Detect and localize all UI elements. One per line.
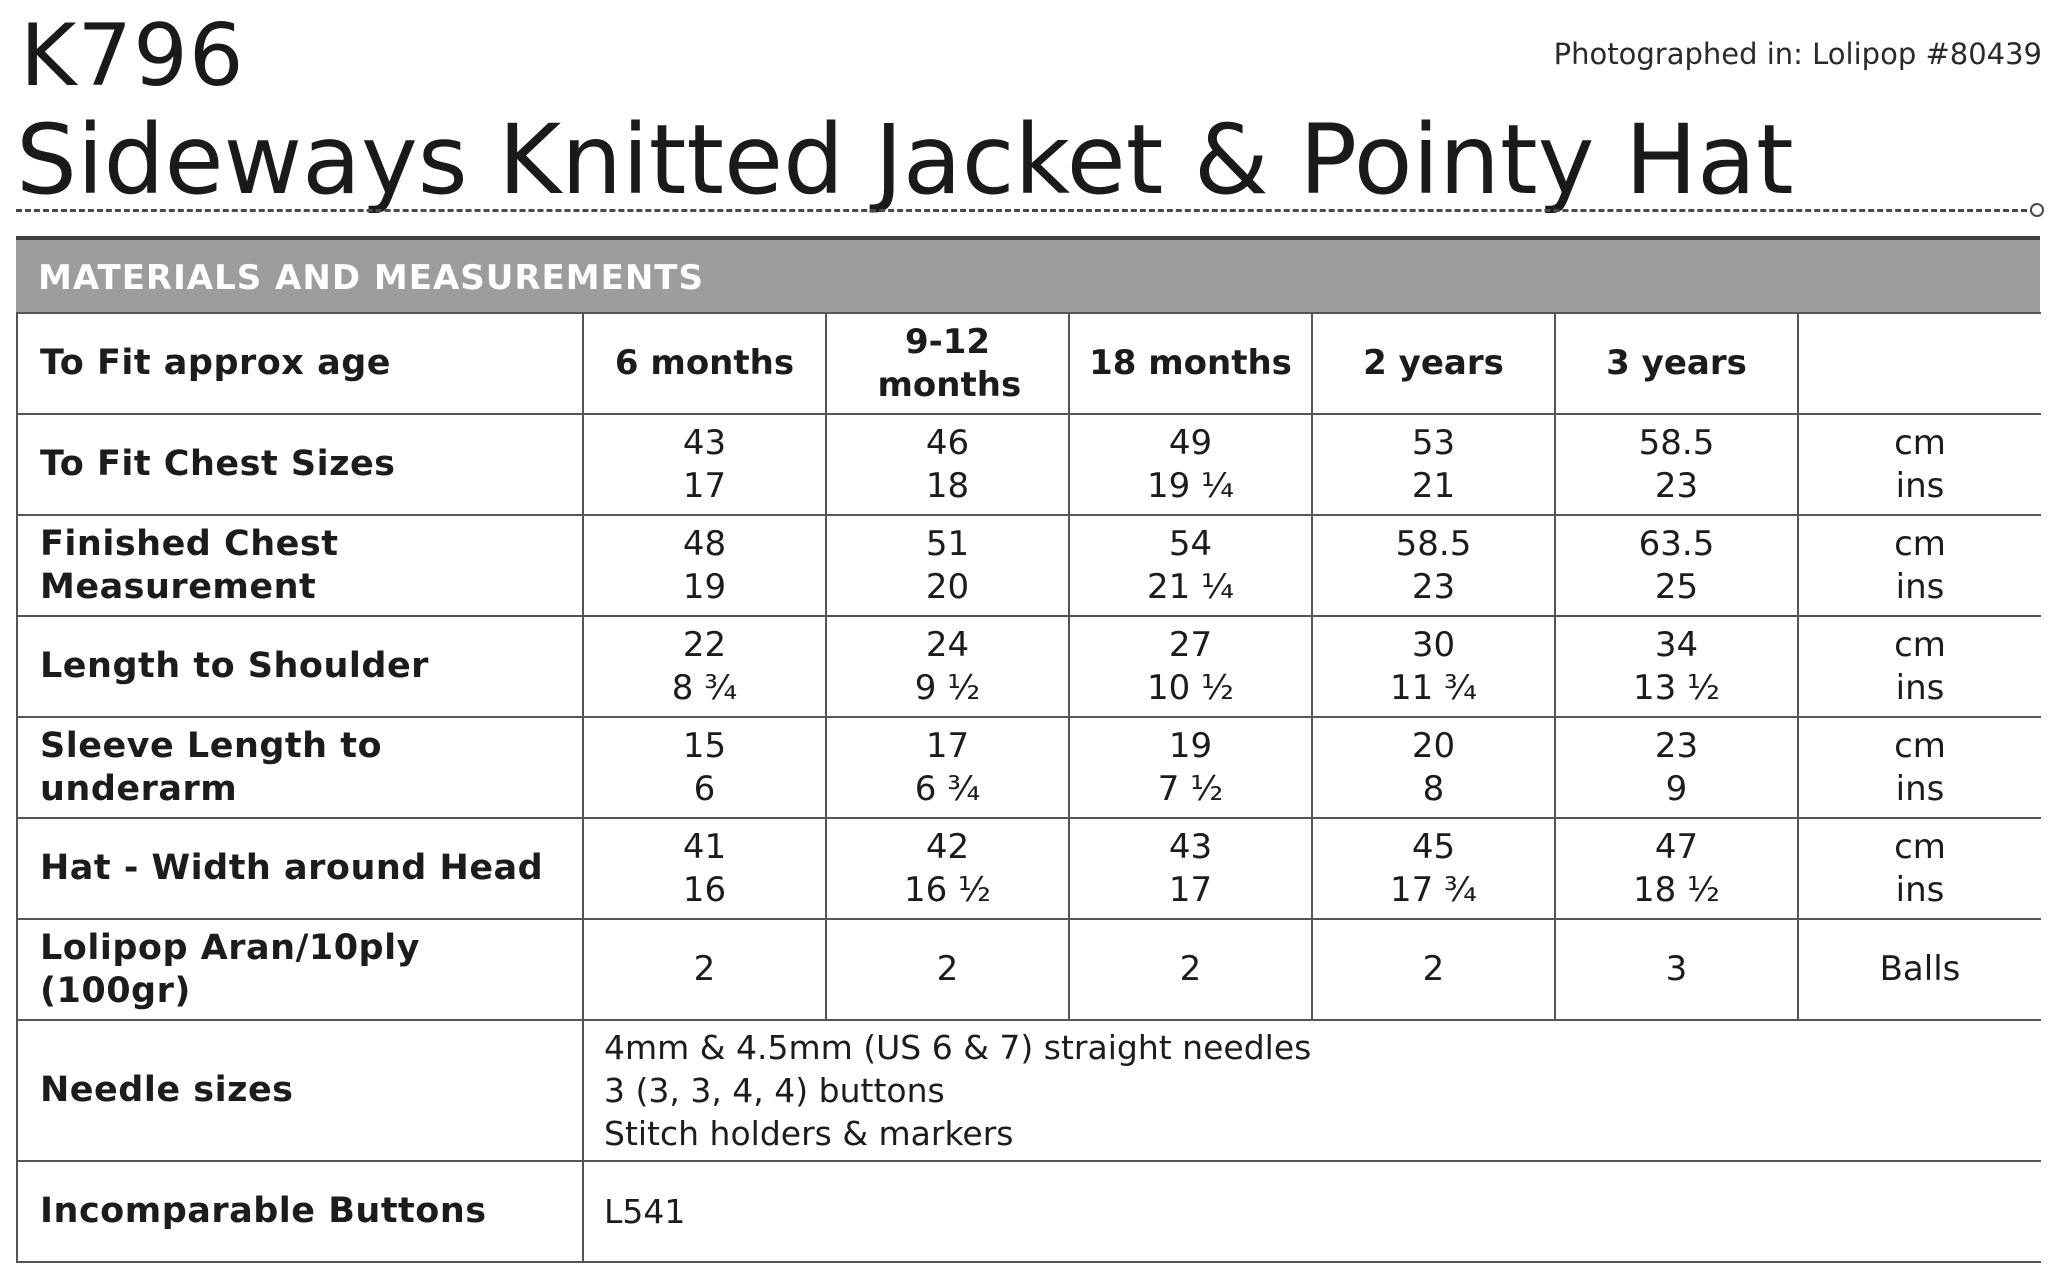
row-label: Incomparable Buttons [17,1161,583,1262]
unit-balls: Balls [1798,919,2041,1020]
materials-measurements-table [16,312,2041,1263]
value-cell [583,717,826,818]
cm-value: 45 [1411,826,1456,867]
ins-value: 6 [693,768,716,809]
table-row [17,515,2041,616]
cm-value: 34 [1654,624,1699,665]
cm-value: 58.5 [1638,422,1715,463]
balls-value: 2 [583,919,826,1020]
row-label [17,717,583,818]
ins-value: 17 [1168,869,1213,910]
yarn-label-line2: (100gr) [40,970,191,1011]
unit-ins: ins [1895,566,1945,607]
cm-value: 24 [925,624,970,665]
cm-value: 51 [925,523,970,564]
pattern-title: Sideways Knitted Jacket & Pointy Hat [16,104,1794,216]
ins-value: 19 [682,566,727,607]
balls-value: 2 [826,919,1069,1020]
unit-cell [1798,717,2041,818]
value-cell [1069,616,1312,717]
row-label: To Fit approx age [17,313,583,414]
cm-value: 19 [1168,725,1213,766]
ins-value: 21 ¼ [1146,566,1235,607]
table-row [17,1020,2041,1161]
unit-ins: ins [1895,768,1945,809]
value-cell [1555,616,1798,717]
cm-value: 54 [1168,523,1213,564]
section-header-bar [16,236,2040,312]
value-cell [1555,717,1798,818]
value-cell [826,616,1069,717]
unit-cm: cm [1894,422,1946,463]
pattern-code: K796 [20,6,245,106]
value-cell [583,515,826,616]
value-cell [1312,414,1555,515]
row-label-text: Finished Chest Measurement [40,523,339,607]
ins-value: 16 ½ [903,869,992,910]
cm-value: 46 [925,422,970,463]
ins-value: 7 ½ [1157,768,1224,809]
cm-value: 17 [925,725,970,766]
yarn-label-line1: Lolipop Aran/10ply [40,927,420,968]
value-cell [583,414,826,515]
size-header: 18 months [1069,313,1312,414]
value-cell [1312,515,1555,616]
holders-line: Stitch holders & markers [604,1114,1014,1153]
unit-cell [1798,818,2041,919]
cm-value: 41 [682,826,727,867]
cm-value: 63.5 [1638,523,1715,564]
dashed-divider [16,209,2036,212]
value-cell [1312,818,1555,919]
ins-value: 9 ½ [914,667,981,708]
divider-end-dot [2030,203,2044,217]
cm-value: 43 [1168,826,1213,867]
row-label: Length to Shoulder [17,616,583,717]
cm-value: 43 [682,422,727,463]
ins-value: 25 [1654,566,1699,607]
ins-value: 17 [682,465,727,506]
unit-cm: cm [1894,826,1946,867]
value-cell [1069,717,1312,818]
buttons-line: 3 (3, 3, 4, 4) buttons [604,1071,945,1110]
ins-value: 23 [1654,465,1699,506]
size-header: 3 years [1555,313,1798,414]
cm-value: 30 [1411,624,1456,665]
table-row [17,414,2041,515]
size-header: 6 months [583,313,826,414]
value-cell [826,414,1069,515]
ins-value: 13 ½ [1632,667,1721,708]
unit-header [1798,313,2041,414]
cm-value: 22 [682,624,727,665]
ins-value: 17 ¾ [1389,869,1478,910]
row-label: Hat - Width around Head [17,818,583,919]
ins-value: 20 [925,566,970,607]
cm-value: 15 [682,725,727,766]
needle-details [583,1020,2041,1161]
unit-cell [1798,515,2041,616]
cm-value: 53 [1411,422,1456,463]
size-header [826,313,1069,414]
row-label-text: Sleeve Length to underarm [40,725,383,809]
unit-ins: ins [1895,465,1945,506]
row-label: To Fit Chest Sizes [17,414,583,515]
value-cell [583,616,826,717]
value-cell [826,515,1069,616]
unit-cm: cm [1894,624,1946,665]
ins-value: 6 ¾ [914,768,981,809]
ins-value: 8 ¾ [671,667,738,708]
table-row [17,1161,2041,1262]
unit-cm: cm [1894,725,1946,766]
cm-value: 27 [1168,624,1213,665]
unit-cell [1798,616,2041,717]
unit-cell [1798,414,2041,515]
section-heading: MATERIALS AND MEASUREMENTS [38,258,704,298]
unit-cm: cm [1894,523,1946,564]
balls-value: 3 [1555,919,1798,1020]
value-cell [826,717,1069,818]
ins-value: 18 [925,465,970,506]
unit-ins: ins [1895,869,1945,910]
ins-value: 8 [1422,768,1445,809]
button-code: L541 [583,1161,2041,1262]
value-cell [1555,414,1798,515]
value-cell [1069,818,1312,919]
ins-value: 11 ¾ [1389,667,1478,708]
cm-value: 49 [1168,422,1213,463]
value-cell [1069,414,1312,515]
balls-value: 2 [1312,919,1555,1020]
row-label [17,515,583,616]
ins-value: 19 ¼ [1146,465,1235,506]
table-row [17,616,2041,717]
value-cell [826,818,1069,919]
size-header-text: 9-12 months [877,321,1022,405]
value-cell [1069,515,1312,616]
value-cell [1555,515,1798,616]
photographed-in-note: Photographed in: Lolipop #80439 [1553,37,2042,71]
unit-ins: ins [1895,667,1945,708]
ins-value: 21 [1411,465,1456,506]
cm-value: 20 [1411,725,1456,766]
cm-value: 47 [1654,826,1699,867]
ins-value: 18 ½ [1632,869,1721,910]
cm-value: 42 [925,826,970,867]
table-row [17,717,2041,818]
table-row [17,313,2041,414]
value-cell [583,818,826,919]
table-row [17,919,2041,1020]
value-cell [1555,818,1798,919]
ins-value: 23 [1411,566,1456,607]
size-header: 2 years [1312,313,1555,414]
value-cell [1312,616,1555,717]
table-row [17,818,2041,919]
cm-value: 23 [1654,725,1699,766]
row-label [17,919,583,1020]
ins-value: 9 [1665,768,1688,809]
needle-line: 4mm & 4.5mm (US 6 & 7) straight needles [604,1028,1312,1067]
value-cell [1312,717,1555,818]
ins-value: 10 ½ [1146,667,1235,708]
cm-value: 58.5 [1395,523,1472,564]
balls-value: 2 [1069,919,1312,1020]
ins-value: 16 [682,869,727,910]
row-label: Needle sizes [17,1020,583,1161]
cm-value: 48 [682,523,727,564]
